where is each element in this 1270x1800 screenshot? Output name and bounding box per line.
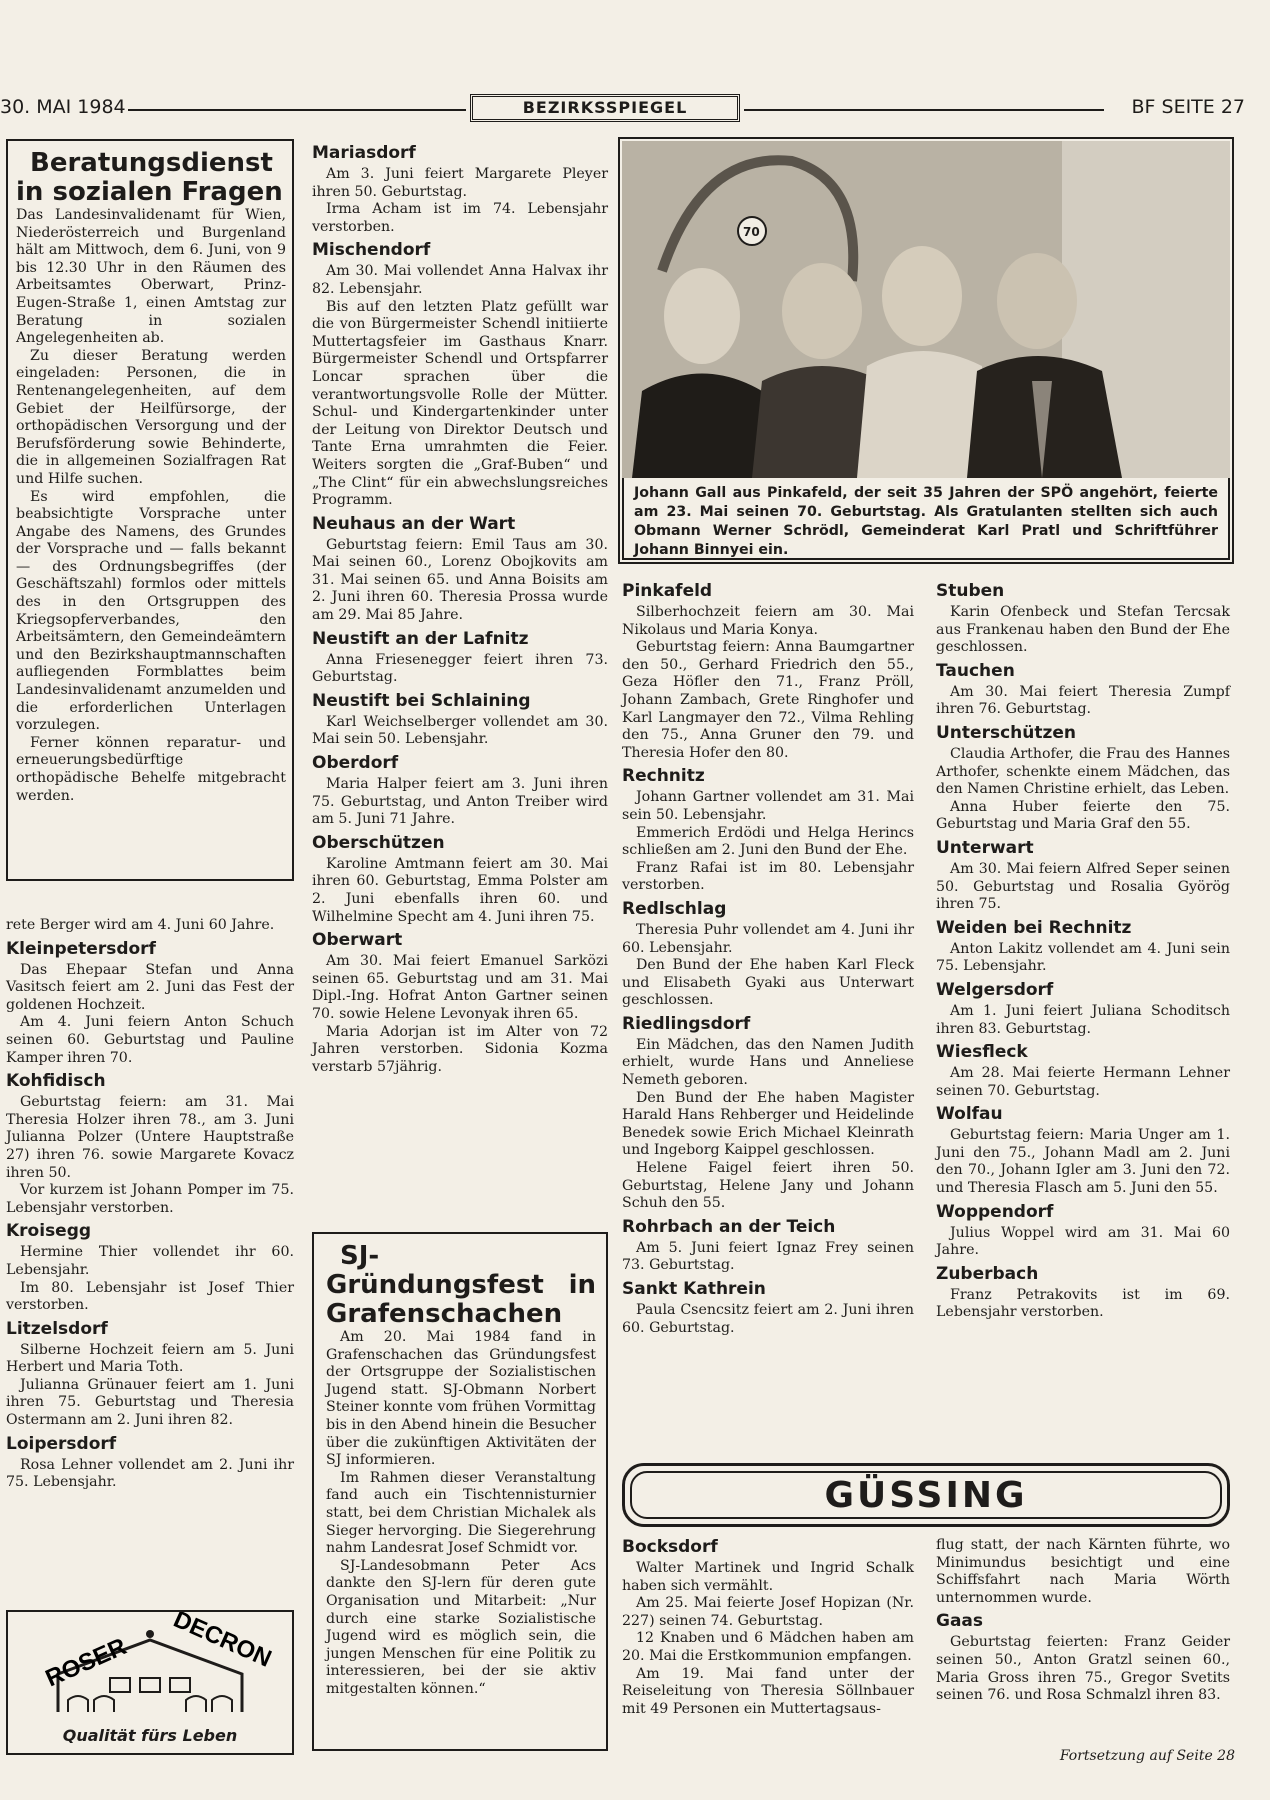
news-item: Am 30. Mai feiern Alfred Seper seinen 50. Geburtstag und Rosalia Györög ihren 75. xyxy=(936,860,1230,913)
photo-caption: Johann Gall aus Pinkafeld, der seit 35 Jahren der SPÖ angehört, feierte am 23. Mai seinen 70. Geburtstag. Als Gratulanten stellten sich auch Obmann Werner Schrödl, Gemeinderat Karl Pratl und Schriftführer Johann Binnyei ein. xyxy=(622,478,1230,560)
news-item: Anton Lakitz vollendet am 4. Juni sein 75. Lebensjahr. xyxy=(936,940,1230,975)
news-item: Geburtstag feiern: Anna Baumgartner den 50., Gerhard Friedrich den 55., Geza Höfler den 71., Franz Pröll, Johann Zambach, Grete Ringhofer und Karl Langmayer den 72., Vilma Rehling den 75., Anna Gruner den 79. und Theresia Hofer den 80. xyxy=(622,639,914,761)
place-heading: Oberschützen xyxy=(312,832,445,853)
place-heading: Mariasdorf xyxy=(312,143,416,163)
place-heading: Pinkafeld xyxy=(622,581,713,601)
place-heading: Woppendorf xyxy=(936,1201,1054,1222)
guessing-continued-text: flug statt, der nach Kärnten führte, wo Minimundus besichtigt und eine Schiffsfahrt nach Maria Wörth unternommen wurde. xyxy=(936,1537,1230,1606)
place-heading: Wolfau xyxy=(936,1104,1003,1125)
place-heading: Oberwart xyxy=(312,930,403,951)
news-item: Irma Acham ist im 74. Lebensjahr verstorben. xyxy=(312,201,608,235)
news-item: Am 28. Mai feierte Hermann Lehner seinen 70. Geburtstag. xyxy=(936,1065,1230,1099)
news-item: Ein Mädchen, das den Namen Judith erhielt, wurde Hans und Anneliese Nemeth geboren. xyxy=(622,1036,914,1089)
news-item: Rosa Lehner vollendet am 2. Juni ihr 75. Lebensjahr. xyxy=(6,1456,294,1491)
sj-para: Am 20. Mai 1984 fand in Grafenschachen das Gründungsfest der Ortsgruppe der Sozialistischen Jugend statt. SJ-Obmann Norbert Steiner konnte vom frühen Vormittag bis in den Abend hinein die Besucher über die zukünftigen Aktivitäten der SJ informieren. xyxy=(326,1329,596,1469)
beratung-article xyxy=(16,149,286,805)
masthead xyxy=(0,94,1245,124)
news-item: Claudia Arthofer, die Frau des Hannes Arthofer, schenkte einem Mädchen, das den Namen Christine erhielt, das Leben. xyxy=(936,745,1230,798)
place-heading: Rechnitz xyxy=(622,766,705,787)
column-4 xyxy=(936,577,1230,1322)
news-item: Am 30. Mai vollendet Anna Halvax ihr 82. Lebensjahr. xyxy=(312,263,608,297)
place-heading: Neustift bei Schlaining xyxy=(312,690,531,711)
place-heading: Unterschützen xyxy=(936,722,1077,743)
place-heading: Gaas xyxy=(936,1611,984,1632)
ad-brand-left: ROSER xyxy=(41,1632,131,1693)
news-item: Karin Ofenbeck und Stefan Tercsak aus Frankenau haben den Bund der Ehe geschlossen. xyxy=(936,604,1230,656)
news-item: Geburtstag feiern: Maria Unger am 1. Juni den 75., Johann Madl am 2. Juni den 70., Johann Igler am 3. Juni den 72. und Theresia Flasch am 5. Juni den 55. xyxy=(936,1127,1230,1197)
news-item: Am 30. Mai feiert Emanuel Sarközi seinen 65. Geburtstag und am 31. Mai Dipl.-Ing. Hofrat Anton Gartner seinen 70. sowie Helene Levonyak ihren 65. xyxy=(312,953,608,1022)
roser-decron-ad xyxy=(6,1610,294,1755)
sj-box xyxy=(312,1232,608,1751)
continued-text: rete Berger wird am 4. Juni 60 Jahre. xyxy=(6,917,275,933)
news-item: Geburtstag feiern: am 31. Mai Theresia Holzer ihren 78., am 3. Juni Julianna Polzer (Untere Hauptstraße 27) ihren 76. sowie Margarete Kovacz ihren 50. xyxy=(6,1094,294,1181)
place-heading: Tauchen xyxy=(936,660,1015,681)
masthead-rule-left xyxy=(128,109,466,111)
sj-article xyxy=(326,1242,596,1698)
news-item: Maria Halper feiert am 3. Juni ihren 75. Geburtstag, und Anton Treiber wird am 5. Juni 71 Jahre. xyxy=(312,776,608,828)
beratung-box xyxy=(6,139,294,881)
place-heading: Weiden bei Rechnitz xyxy=(936,917,1132,938)
news-item: Den Bund der Ehe haben Karl Fleck und Elisabeth Gyaki aus Unterwart geschlossen. xyxy=(622,957,914,1009)
place-heading: Zuberbach xyxy=(936,1263,1039,1284)
news-item: Am 19. Mai fand unter der Reiseleitung von Theresia Söllnbauer mit 49 Personen ein Muttertagsaus- xyxy=(622,1665,914,1717)
news-item: Emmerich Erdödi und Helga Herincs schließen am 2. Juni den Bund der Ehe. xyxy=(622,824,914,859)
news-item: Am 5. Juni feiert Ignaz Frey seinen 73. Geburtstag. xyxy=(622,1239,914,1274)
sj-para: SJ-Landesobmann Peter Acs dankte den SJ-lern für deren gute Organisation und Mitarbeit: „Nur durch eine starke Sozialistische Jugend wird es möglich sein, die jungen Menschen für eine Politik zu interessieren, bei der sie aktiv mitgestalten können.“ xyxy=(326,1557,596,1697)
news-item: Johann Gartner vollendet am 31. Mai sein 50. Lebensjahr. xyxy=(622,789,914,823)
group-photo-image xyxy=(622,141,1230,478)
guessing-right-column xyxy=(936,1537,1230,1705)
place-heading: Litzelsdorf xyxy=(6,1318,108,1339)
news-item: Walter Martinek und Ingrid Schalk haben sich vermählt. xyxy=(622,1560,914,1594)
beratung-title: Beratungsdienst in sozialen Fragen xyxy=(16,148,283,207)
ad-logo xyxy=(8,1612,292,1722)
ad-brand-right: DECRON xyxy=(169,1612,276,1673)
news-item: Geburtstag feierten: Franz Geider seinen 50., Anton Gratzl seinen 60., Maria Gross ihren 75., Gregor Svetits seinen 76. und Rosa Schmalzl ihren 83. xyxy=(936,1634,1230,1704)
place-heading: Welgersdorf xyxy=(936,979,1054,1000)
issue-date: 30. MAI 1984 xyxy=(0,96,126,118)
news-item: Im 80. Lebensjahr ist Josef Thier verstorben. xyxy=(6,1279,294,1314)
ad-slogan: Qualität fürs Leben xyxy=(62,1726,238,1745)
news-item: Am 3. Juni feiert Margarete Pleyer ihren 50. Geburtstag. xyxy=(312,166,608,200)
place-heading: Kleinpetersdorf xyxy=(6,938,156,959)
group-photo xyxy=(622,141,1230,478)
place-heading: Wiesfleck xyxy=(936,1042,1028,1063)
news-item: 12 Knaben und 6 Mädchen haben am 20. Mai die Erstkommunion empfangen. xyxy=(622,1630,914,1664)
beratung-para: Das Landesinvalidenamt für Wien, Niederösterreich und Burgenland hält am Mittwoch, dem 6. Juni, von 9 bis 12.30 Uhr in den Räumen des Arbeitsamtes Oberwart, Prinz-Eugen-Straße 1, einen Amtstag zur Beratung in sozialen Angelegenheiten ab. xyxy=(16,207,286,347)
place-heading: Stuben xyxy=(936,581,1005,601)
place-heading: Rohrbach an der Teich xyxy=(622,1216,836,1237)
place-heading: Sankt Kathrein xyxy=(622,1279,766,1299)
news-item: Julianna Grünauer feiert am 1. Juni ihren 75. Geburtstag und Theresia Ostermann am 2. Juni ihren 82. xyxy=(6,1376,294,1429)
news-item: Theresia Puhr vollendet am 4. Juni ihr 60. Lebensjahr. xyxy=(622,921,914,956)
news-item: Karoline Amtmann feiert am 30. Mai ihren 60. Geburtstag, Emma Polster am 2. Juni ebenfalls ihren 60. und Wilhelmine Specht am 4. Juni ihren 75. xyxy=(312,855,608,925)
place-heading: Unterwart xyxy=(936,837,1034,858)
news-item: Franz Petrakovits ist im 69. Lebensjahr verstorben. xyxy=(936,1286,1230,1321)
news-item: Am 30. Mai feiert Theresia Zumpf ihren 76. Geburtstag. xyxy=(936,683,1230,718)
news-item: Am 1. Juni feiert Juliana Schoditsch ihren 83. Geburtstag. xyxy=(936,1002,1230,1037)
beratung-para: Es wird empfohlen, die beabsichtigte Vorsprache unter Angabe des Namens, des Grundes der Vorsprache und — falls bekannt — des Ordnungsbegriffes (der Geschäftszahl) formlos oder mittels des in den Ortsgruppen des Kriegsopferverbandes, den Arbeitsämtern, den Gemeindeämtern und den Bezirkshauptmannschaften aufliegenden Formblattes beim Landesinvalidenamt anzumelden und die erforderlichen Unterlagen vorzulegen. xyxy=(16,488,286,734)
column-2 xyxy=(312,139,608,1076)
news-item: Geburtstag feiern: Emil Taus am 30. Mai seinen 60., Lorenz Obojkovits am 31. Mai seinen 65. und Anna Boisits am 2. Juni ihren 60. Theresia Prossa wurde am 29. Mai 85 Jahre. xyxy=(312,536,608,624)
news-item: Vor kurzem ist Johann Pomper im 75. Lebensjahr verstorben. xyxy=(6,1182,294,1216)
section-title: BEZIRKSSPIEGEL xyxy=(470,94,740,122)
place-heading: Redlschlag xyxy=(622,898,727,919)
guessing-banner xyxy=(622,1463,1230,1527)
place-heading: Kohfidisch xyxy=(6,1071,106,1092)
news-item: Franz Rafai ist im 80. Lebensjahr verstorben. xyxy=(622,859,914,894)
place-heading: Mischendorf xyxy=(312,240,431,261)
news-item: Karl Weichselberger vollendet am 30. Mai sein 50. Lebensjahr. xyxy=(312,713,608,748)
news-item: Paula Csencsitz feiert am 2. Juni ihren 60. Geburtstag. xyxy=(622,1302,914,1336)
continued-note: Fortsetzung auf Seite 28 xyxy=(1059,1748,1235,1764)
news-item: Hermine Thier vollendet ihr 60. Lebensjahr. xyxy=(6,1244,294,1278)
photo-badge: 70 xyxy=(743,225,760,239)
news-item: Silberhochzeit feiern am 30. Mai Nikolaus und Maria Konya. xyxy=(622,604,914,638)
guessing-title: GÜSSING xyxy=(630,1471,1222,1519)
place-heading: Loipersdorf xyxy=(6,1433,117,1454)
news-item: Den Bund der Ehe haben Magister Harald Hans Rehberger und Heidelinde Benedek sowie Erich Michael Kleinrath und Ingeborg Kaippel geschlossen. xyxy=(622,1089,914,1159)
beratung-para: Zu dieser Beratung werden eingeladen: Personen, die in Rentenangelegenheiten, auf dem Gebiet der Heilfürsorge, der orthopädischen Versorgung und der Berufsförderung sowie Behinderte, die in allgemeinen Sozialfragen Rat und Hilfe suchen. xyxy=(16,347,286,487)
place-heading: Riedlingsdorf xyxy=(622,1013,751,1034)
news-item: Am 25. Mai feierte Josef Hopizan (Nr. 227) seinen 74. Geburtstag. xyxy=(622,1595,914,1629)
sj-title: SJ-Gründungsfest in Grafenschachen xyxy=(326,1241,596,1329)
guessing-left-column xyxy=(622,1533,914,1718)
news-item: Maria Adorjan ist im Alter von 72 Jahren verstorben. Sidonia Kozma verstarb 57jährig. xyxy=(312,1023,608,1075)
beratung-para: Ferner können reparatur- und erneuerungsbedürftige orthopädische Behelfe mitgebracht werden. xyxy=(16,734,286,804)
news-item: Bis auf den letzten Platz gefüllt war die von Bürgermeister Schendl initiierte Muttertagsfeier im Gasthaus Knarr. Bürgermeister Schendl und Ortspfarrer Loncar sprachen über die verantwortungsvolle Rolle der Mütter. Schul- und Kindergartenkinder unter der Leitung von Direktor Deutsch und Tante Erna umrahmten die Feier. Weiters sorgten die „Graf-Buben“ und „The Clint“ für ein abwechslungsreiches Programm. xyxy=(312,298,608,509)
news-item: Julius Woppel wird am 31. Mai 60 Jahre. xyxy=(936,1224,1230,1259)
news-item: Anna Huber feierte den 75. Geburtstag und Maria Graf den 55. xyxy=(936,798,1230,833)
page-number: BF SEITE 27 xyxy=(1131,96,1245,118)
place-heading: Kroisegg xyxy=(6,1221,92,1242)
news-item: Das Ehepaar Stefan und Anna Vasitsch feiert am 2. Juni das Fest der goldenen Hochzeit. xyxy=(6,961,294,1013)
news-item: Silberne Hochzeit feiern am 5. Juni Herbert und Maria Toth. xyxy=(6,1341,294,1376)
column-1 xyxy=(6,917,294,1492)
place-heading: Oberdorf xyxy=(312,753,399,774)
news-item: Am 4. Juni feiern Anton Schuch seinen 60. Geburtstag und Pauline Kamper ihren 70. xyxy=(6,1014,294,1066)
column-3 xyxy=(622,577,914,1337)
sj-para: Im Rahmen dieser Veranstaltung fand auch ein Tischtennisturnier statt, bei dem Christian Michalek als Sieger hervorging. Die Siegerehrung nahm Landesrat Josef Schmidt vor. xyxy=(326,1469,596,1557)
news-item: Anna Friesenegger feiert ihren 73. Geburtstag. xyxy=(312,651,608,686)
place-heading: Neustift an der Lafnitz xyxy=(312,628,529,649)
place-heading: Neuhaus an der Wart xyxy=(312,513,516,534)
news-item: Helene Faigel feiert ihren 50. Geburtstag, Helene Jany und Johann Schuh den 55. xyxy=(622,1160,914,1212)
place-heading: Bocksdorf xyxy=(622,1537,718,1557)
masthead-rule-right xyxy=(744,109,1104,111)
